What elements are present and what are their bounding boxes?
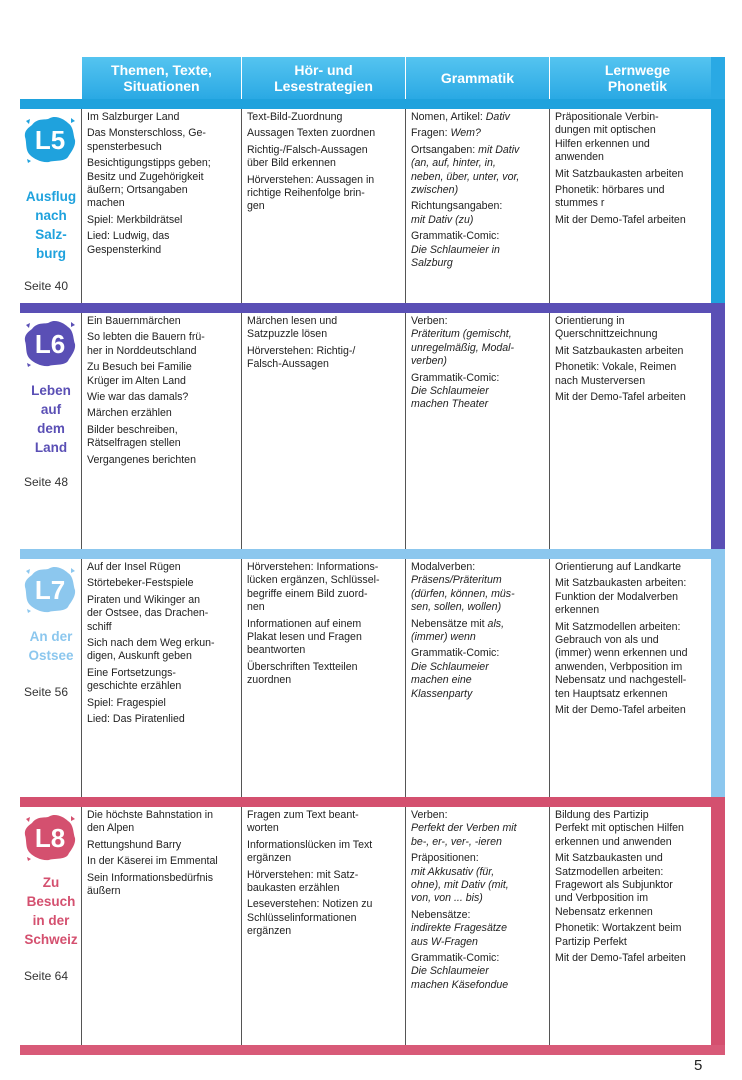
lesson-title-line: Land <box>34 440 68 455</box>
list-item <box>411 647 545 701</box>
lesson-badge-splash-icon <box>24 813 76 861</box>
lesson-page-ref: Seite 64 <box>24 969 69 983</box>
grammar-topic: mit Dativ (zu) <box>411 213 474 226</box>
table-header <box>82 57 725 99</box>
themen-cell <box>82 559 242 797</box>
list-item <box>411 372 545 412</box>
lesson-title <box>20 381 82 457</box>
grammar-label: Grammatik-Comic: <box>411 371 500 384</box>
list-item: Mit der Demo-Tafel arbeiten <box>555 952 686 965</box>
list-item: Lied: Ludwig, das Gespensterkind <box>87 230 170 256</box>
grammar-label: Richtungsangaben: <box>411 200 503 213</box>
lesson-badge-splash-icon <box>24 319 76 367</box>
list-item <box>411 315 545 369</box>
lesson-title <box>20 627 82 665</box>
grammar-label: Fragen: <box>411 127 451 140</box>
list-item: Mit der Demo-Tafel arbeiten <box>555 704 686 717</box>
list-item <box>411 111 545 124</box>
header-hoer-lese: Hör- und Lesestrategien <box>242 57 406 99</box>
lesson-badge-label: L8 <box>34 823 66 853</box>
list-item: Lied: Das Piratenlied <box>87 713 185 726</box>
grammar-label: Modalverben: <box>411 561 476 573</box>
list-item <box>411 200 545 227</box>
grammar-label: Verben: <box>411 809 448 821</box>
lesson-badge-splash-icon <box>24 115 76 163</box>
list-item: Überschriften Textteilen zuordnen <box>247 660 358 687</box>
lesson-label-cell <box>20 109 82 303</box>
list-item: Mit der Demo-Tafel arbeiten <box>555 391 686 404</box>
header-sidebar <box>711 57 725 99</box>
lesson-title-line: An der <box>29 629 73 644</box>
list-item: Phonetik: hörbares und stummes r <box>555 184 665 210</box>
themen-cell <box>82 109 242 303</box>
lernwege-cell <box>550 559 711 797</box>
list-item: Informationslücken im Text ergänzen <box>247 838 373 865</box>
lesson-badge-label: L6 <box>34 329 66 359</box>
list-item <box>411 144 545 198</box>
lesson-color-sidebar <box>711 109 725 303</box>
lesson-title-line: Schweiz <box>24 932 78 947</box>
grammar-topic: Die Schlaumeier in Salzburg <box>411 243 500 270</box>
list-item: Mit der Demo-Tafel arbeiten <box>555 213 686 226</box>
lesson-title-line: nach <box>35 208 67 223</box>
lesson-title-line: Ostsee <box>28 648 74 663</box>
list-item: Spiel: Merkbildrätsel <box>87 213 183 226</box>
list-item: Mit Satzbaukasten arbeiten: Funktion der Modalverben erkennen <box>555 577 687 617</box>
header-grammatik: Grammatik <box>406 57 550 99</box>
lesson-badge-label: L5 <box>34 125 66 155</box>
list-item: Besichtigungstipps geben; Besitz und Zugehörigkeit äußern; Ortsangaben machen <box>87 157 211 210</box>
grammatik-cell <box>406 313 550 549</box>
list-item: Präpositionale Verbin- dungen mit optischen Hilfen erkennen und anwenden <box>555 111 659 164</box>
list-item: Eine Fortsetzungs- geschichte erzählen <box>87 666 182 693</box>
lesson-badge <box>24 319 76 367</box>
grammar-label: Grammatik-Comic: <box>411 647 500 660</box>
list-item <box>411 852 545 906</box>
lesson-row <box>20 109 711 303</box>
lesson-title-line: dem <box>37 421 65 436</box>
list-item: Störtebeker-Festspiele <box>87 577 194 590</box>
lesson-color-sidebar <box>711 313 725 549</box>
list-item: Aussagen Texten zuordnen <box>247 127 376 140</box>
list-item <box>411 618 545 645</box>
list-item: Hörverstehen: Informations- lücken ergänzen, Schlüssel- begriffe einem Bild zuord- nen <box>247 561 380 614</box>
grammar-topic: Die Schlaumeier machen Käsefondue <box>411 965 509 991</box>
list-item: Rettungshund Barry <box>87 838 182 851</box>
list-item: Bildung des Partizip Perfekt mit optischen Hilfen erkennen und anwenden <box>555 809 684 848</box>
grammar-topic: Präsens/Präteritum (dürfen, können, müs- sen, sollen, wollen) <box>411 574 515 614</box>
list-item: Sein Informationsbedürfnis äußern <box>87 871 214 898</box>
page-number: 5 <box>694 1057 703 1074</box>
lesson-title <box>20 187 82 263</box>
list-item: Mit Satzbaukasten und Satzmodellen arbeiten: Fragewort als Subjunktor und Verbposition im Nebensatz erkennen <box>555 852 673 918</box>
grammar-topic: Dativ <box>485 111 510 123</box>
grammar-topic: Perfekt der Verben mit be-, er-, ver-, -ieren <box>411 822 517 848</box>
lesson-block <box>20 99 725 303</box>
lesson-block <box>20 303 725 549</box>
list-item: Phonetik: Wortakzent beim Partizip Perfekt <box>555 922 682 948</box>
grammatik-cell <box>406 109 550 303</box>
lesson-title-line: Besuch <box>26 894 76 909</box>
lesson-badge <box>24 115 76 163</box>
grammar-label: Verben: <box>411 315 448 327</box>
grammar-label: Grammatik-Comic: <box>411 230 500 243</box>
lesson-title <box>20 873 82 949</box>
list-item: Fragen zum Text beant- worten <box>247 809 359 835</box>
list-item <box>411 809 545 849</box>
lesson-color-sidebar <box>711 559 725 797</box>
lesson-title-line: in der <box>32 913 70 928</box>
list-item <box>411 230 545 270</box>
lesson-row <box>20 313 711 549</box>
grammar-topic: indirekte Fragesätze aus W-Fragen <box>411 922 507 948</box>
list-item: Im Salzburger Land <box>87 111 180 123</box>
lesson-row <box>20 807 711 1045</box>
grammatik-cell <box>406 807 550 1045</box>
lesson-color-bar <box>20 99 725 109</box>
list-item: Das Monsterschloss, Ge- spensterbesuch <box>87 127 206 153</box>
list-item: Zu Besuch bei Familie Krüger im Alten Land <box>87 361 192 387</box>
list-item: Orientierung auf Landkarte <box>555 561 682 573</box>
lesson-badge <box>24 565 76 613</box>
list-item: Mit Satzbaukasten arbeiten <box>555 167 684 180</box>
list-item: Hörverstehen: mit Satz- baukasten erzählen <box>247 868 359 895</box>
list-item <box>411 127 545 140</box>
lernwege-cell <box>550 313 711 549</box>
list-item: Bilder beschreiben, Rätselfragen stellen <box>87 423 181 450</box>
lernwege-cell <box>550 807 711 1045</box>
list-item: Mit Satzmodellen arbeiten: Gebrauch von als und (immer) wenn erkennen und anwenden, Verbposition im Nebensatz und nachgestell- ten Hauptsatz erkennen <box>555 620 688 700</box>
list-item: Die höchste Bahnstation in den Alpen <box>87 809 214 835</box>
lesson-page-ref: Seite 56 <box>24 685 69 699</box>
grammar-label: Ortsangaben: <box>411 143 479 156</box>
list-item: Ein Bauernmärchen <box>87 315 181 327</box>
lesson-color-bar <box>20 549 725 559</box>
hoer-lese-cell <box>242 109 406 303</box>
lesson-badge <box>24 813 76 861</box>
lesson-label-cell <box>20 807 82 1045</box>
list-item: Orientierung in Querschnittzeichnung <box>555 315 658 341</box>
lesson-title-line: burg <box>36 246 66 261</box>
hoer-lese-cell <box>242 313 406 549</box>
list-item <box>411 952 545 992</box>
list-item: Vergangenes berichten <box>87 453 196 466</box>
list-item: Hörverstehen: Aussagen in richtige Reihenfolge brin- gen <box>247 173 375 213</box>
list-item: Phonetik: Vokale, Reimen nach Musterversen <box>555 361 677 387</box>
lesson-label-cell <box>20 559 82 797</box>
list-item: In der Käserei im Emmental <box>87 855 218 868</box>
list-item: Informationen auf einem Plakat lesen und Fragen beantworten <box>247 617 362 657</box>
grammar-label: Nomen, Artikel: <box>411 111 486 123</box>
lesson-color-bar <box>20 303 725 313</box>
list-item: Piraten und Wikinger an der Ostsee, das Drachen- schiff <box>87 593 209 633</box>
bottom-bar <box>20 1045 725 1055</box>
lesson-title-line: Zu <box>42 875 60 890</box>
lernwege-cell <box>550 109 711 303</box>
list-item: Text-Bild-Zuordnung <box>247 111 343 123</box>
grammar-label: Grammatik-Comic: <box>411 952 500 965</box>
lesson-block <box>20 797 725 1045</box>
lesson-title-line: Leben <box>31 383 71 398</box>
list-item <box>411 561 545 615</box>
grammar-topic: mit Akkusativ (für, ohne), mit Dativ (mit, von, von ... bis) <box>411 865 509 905</box>
list-item: Sich nach dem Weg erkun- digen, Auskunft geben <box>87 637 215 663</box>
list-item: Wie war das damals? <box>87 391 189 404</box>
grammar-label: Nebensätze: <box>411 908 471 921</box>
lesson-block <box>20 549 725 797</box>
grammar-topic: Die Schlaumeier machen Theater <box>411 385 489 411</box>
header-lernwege: Lernwege Phonetik <box>550 57 725 99</box>
lesson-badge-label: L7 <box>34 575 66 605</box>
hoer-lese-cell <box>242 559 406 797</box>
grammar-topic: Die Schlaumeier machen eine Klassenparty <box>411 660 489 700</box>
grammar-label: Nebensätze mit <box>411 617 488 630</box>
lesson-color-sidebar <box>711 807 725 1045</box>
hoer-lese-cell <box>242 807 406 1045</box>
list-item: Spiel: Fragespiel <box>87 696 166 709</box>
themen-cell <box>82 807 242 1045</box>
grammar-topic: als, (immer) wenn <box>411 617 505 644</box>
grammar-topic: Präteritum (gemischt, unregelmäßig, Modal- verben) <box>411 328 515 368</box>
list-item <box>411 909 545 949</box>
lesson-row <box>20 559 711 797</box>
list-item: Märchen erzählen <box>87 407 172 420</box>
lesson-title-line: Ausflug <box>25 189 77 204</box>
list-item: Hörverstehen: Richtig-/ Falsch-Aussagen <box>247 344 356 371</box>
lesson-page-ref: Seite 48 <box>24 475 69 489</box>
lesson-title-line: Salz- <box>35 227 67 242</box>
grammatik-cell <box>406 559 550 797</box>
grammar-label: Präpositionen: <box>411 852 479 865</box>
list-item: Auf der Insel Rügen <box>87 561 181 573</box>
lesson-badge-splash-icon <box>24 565 76 613</box>
list-item: Leseverstehen: Notizen zu Schlüsselinformationen ergänzen <box>247 898 373 938</box>
list-item: Richtig-/Falsch-Aussagen über Bild erkennen <box>247 143 368 170</box>
lesson-page-ref: Seite 40 <box>24 279 69 293</box>
list-item: So lebten die Bauern frü- her in Norddeutschland <box>87 331 205 357</box>
lesson-color-bar <box>20 797 725 807</box>
lesson-title-line: auf <box>40 402 62 417</box>
lesson-label-cell <box>20 313 82 549</box>
list-item: Märchen lesen und Satzpuzzle lösen <box>247 315 338 341</box>
grammar-topic: mit Dativ (an, auf, hinter, in, neben, über, unter, vor, zwischen) <box>411 143 520 197</box>
list-item: Mit Satzbaukasten arbeiten <box>555 344 684 357</box>
grammar-topic: Wem? <box>450 127 481 140</box>
themen-cell <box>82 313 242 549</box>
header-themen: Themen, Texte, Situationen <box>82 57 242 99</box>
